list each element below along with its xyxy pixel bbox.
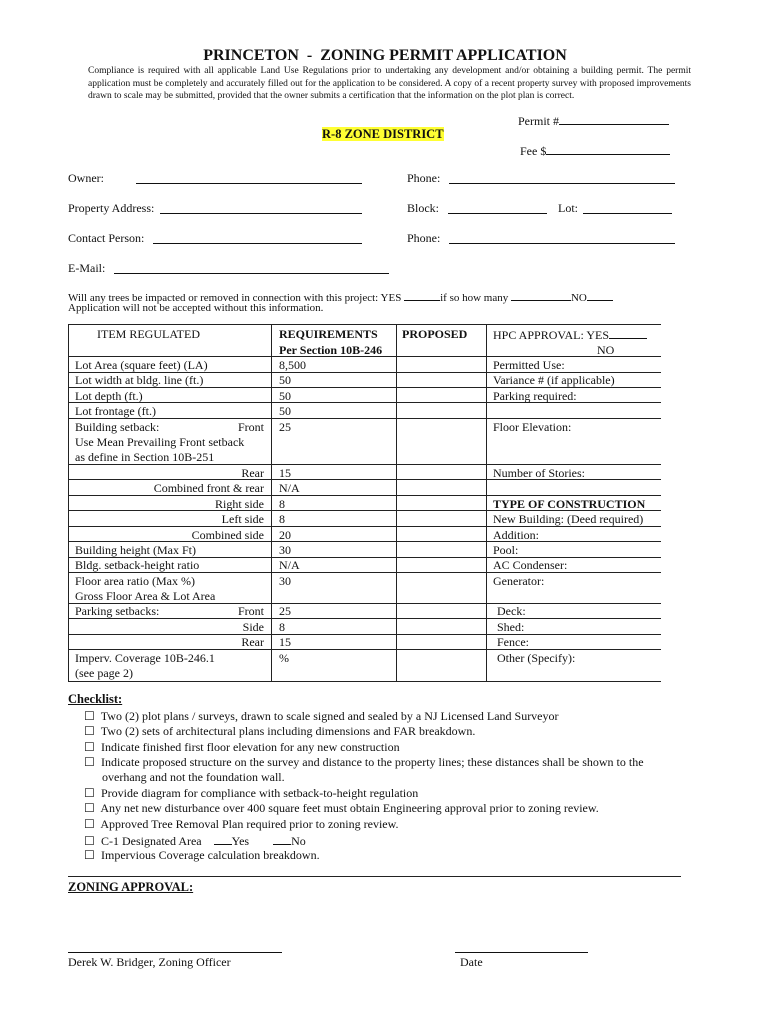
intro-paragraph: Compliance is required with all applicable Land Use Regulations prior to undertaking any development and/or obtaining a building permit. The permit application must be completely and accurately filled out for the application to be considered. A copy of a recent property survey with proposed improvements drawn to scale may be submitted, provided that the owner submits a certification that the information on the plot plan is correct. <box>88 66 691 101</box>
item-row: Floor area ratio (Max %) <box>75 574 195 588</box>
checklist-item-label: Indicate finished first floor elevation for any new construction <box>101 740 400 754</box>
contact-person-field[interactable] <box>153 243 362 244</box>
email-label: E-Mail: <box>68 261 106 275</box>
phone-field[interactable] <box>449 183 675 184</box>
hpc-item: Deck: <box>497 604 526 618</box>
requirement-value: 50 <box>279 404 291 418</box>
trees-count-field[interactable] <box>511 289 571 301</box>
date-label: Date <box>460 955 483 969</box>
requirement-value: N/A <box>279 481 300 495</box>
checklist-item-label: Approved Tree Removal Plan required prior to zoning review. <box>100 817 399 831</box>
checklist-item-label: Two (2) plot plans / surveys, drawn to scale signed and sealed by a NJ Licensed Land Surveyor <box>100 709 559 723</box>
permit-number-field[interactable] <box>518 113 669 129</box>
phone-2-label: Phone: <box>407 231 441 245</box>
contact-person-label: Contact Person: <box>68 231 145 245</box>
checklist-item-continued: overhang and not the foundation wall. <box>102 770 285 784</box>
zone-district <box>322 127 444 142</box>
checkbox-icon[interactable]: ☐ <box>84 786 95 800</box>
c1-no-label: No <box>291 834 306 848</box>
requirement-value: % <box>279 651 289 665</box>
hpc-item: Other (Specify): <box>497 651 576 665</box>
item-row: Building height (Max Ft) <box>75 543 196 557</box>
item-row: Building setback: <box>75 420 160 434</box>
header-item-regulated: ITEM REGULATED <box>97 327 200 341</box>
trees-if-so-label: if so how many <box>440 292 509 304</box>
requirement-value: 8 <box>279 497 285 511</box>
checkbox-icon[interactable]: ☐ <box>84 817 95 831</box>
hpc-item: TYPE OF CONSTRUCTION <box>493 497 646 511</box>
checklist-item[interactable] <box>84 801 599 817</box>
requirement-value: 25 <box>279 420 291 434</box>
item-row: as define in Section 10B-251 <box>75 450 215 464</box>
checklist-item[interactable] <box>84 786 418 802</box>
c1-no-field[interactable] <box>273 833 291 845</box>
hpc-item: New Building: (Deed required) <box>493 512 644 526</box>
block-field[interactable] <box>448 213 547 214</box>
hpc-item: Shed: <box>497 620 525 634</box>
hpc-item: Parking required: <box>493 389 577 403</box>
checkbox-icon[interactable]: ☐ <box>84 834 95 848</box>
hpc-item: Pool: <box>493 543 519 557</box>
item-row: Gross Floor Area & Lot Area <box>75 589 216 603</box>
sub-label: Right side <box>214 497 264 511</box>
checklist-item[interactable] <box>84 709 559 725</box>
officer-signature-line[interactable] <box>68 952 282 953</box>
header-hpc-approval <box>493 327 647 343</box>
checklist-title: Checklist: <box>68 692 123 706</box>
trees-note: Application will not be accepted without this information. <box>68 302 324 314</box>
item-row: Bldg. setback-height ratio <box>75 558 200 572</box>
permit-label: Permit # <box>518 114 559 128</box>
hpc-yes-field[interactable] <box>609 327 647 339</box>
zone-district-label: R-8 ZONE DISTRICT <box>322 127 444 141</box>
requirement-value: 25 <box>279 604 291 618</box>
item-row: Lot frontage (ft.) <box>75 404 156 418</box>
header-section: Per Section 10B-246 <box>279 343 383 357</box>
phone-2-field[interactable] <box>449 243 675 244</box>
owner-label: Owner: <box>68 171 104 185</box>
requirement-value: 8 <box>279 512 285 526</box>
trees-no-label: NO <box>570 292 587 304</box>
c1-yes-label: Yes <box>231 834 250 848</box>
hpc-item: AC Condenser: <box>493 558 568 572</box>
block-label: Block: <box>407 201 439 215</box>
sub-label: Combined side <box>191 528 264 542</box>
email-field[interactable] <box>114 273 389 274</box>
item-row: Lot depth (ft.) <box>75 389 143 403</box>
checkbox-icon[interactable]: ☐ <box>84 848 95 862</box>
hpc-item: Variance # (if applicable) <box>493 373 615 387</box>
checklist-item-label: Impervious Coverage calculation breakdown. <box>101 848 320 862</box>
item-row: Imperv. Coverage 10B-246.1 <box>75 651 215 665</box>
item-row: Use Mean Prevailing Front setback <box>75 435 245 449</box>
date-line[interactable] <box>455 952 588 953</box>
checklist-item-label: Any net new disturbance over 400 square feet must obtain Engineering approval prior to zoning review. <box>100 801 599 815</box>
hpc-item: Generator: <box>493 574 545 588</box>
requirement-value: N/A <box>279 558 300 572</box>
sub-label: Side <box>242 620 264 634</box>
hpc-item: Number of Stories: <box>493 466 585 480</box>
requirement-value: 15 <box>279 466 291 480</box>
trees-no-field[interactable] <box>587 289 613 301</box>
checkbox-icon[interactable]: ☐ <box>84 740 95 754</box>
item-row: Parking setbacks: <box>75 604 160 618</box>
lot-label: Lot: <box>558 201 578 215</box>
checklist-item[interactable] <box>84 724 475 740</box>
checkbox-icon[interactable]: ☐ <box>84 724 95 738</box>
property-address-label: Property Address: <box>68 201 155 215</box>
fee-field[interactable] <box>520 143 670 159</box>
checklist-item-label: C-1 Designated Area <box>101 834 202 848</box>
checklist-item-label: Indicate proposed structure on the survey and distance to the property lines; these distances shall be shown to the <box>101 755 644 769</box>
requirement-value: 30 <box>279 574 291 588</box>
zoning-approval-title: ZONING APPROVAL: <box>68 880 194 894</box>
sub-label: Front <box>237 420 264 434</box>
trees-question-text: Will any trees be impacted or removed in connection with this project: YES <box>68 292 402 304</box>
hpc-item: Permitted Use: <box>493 358 565 372</box>
checklist-item[interactable] <box>84 755 644 771</box>
requirement-value: 8 <box>279 620 285 634</box>
requirement-value: 8,500 <box>279 358 306 372</box>
header-requirements: REQUIREMENTS <box>279 327 378 341</box>
lot-field[interactable] <box>583 213 672 214</box>
page-title: PRINCETON - ZONING PERMIT APPLICATION <box>203 47 567 64</box>
property-address-field[interactable] <box>160 213 362 214</box>
sub-label: Left side <box>221 512 264 526</box>
checkbox-icon[interactable]: ☐ <box>84 801 95 815</box>
phone-label: Phone: <box>407 171 441 185</box>
item-row: Lot Area (square feet) (LA) <box>75 358 208 372</box>
owner-field[interactable] <box>136 183 362 184</box>
requirement-value: 15 <box>279 635 291 649</box>
c1-yes-field[interactable] <box>214 833 232 845</box>
checkbox-icon[interactable]: ☐ <box>84 709 95 723</box>
header-proposed: PROPOSED <box>402 327 468 341</box>
requirement-value: 50 <box>279 389 291 403</box>
item-row: (see page 2) <box>75 666 133 680</box>
separator <box>68 876 681 877</box>
requirement-value: 50 <box>279 373 291 387</box>
checklist-item-label: Provide diagram for compliance with setback-to-height regulation <box>101 786 419 800</box>
sub-label: Rear <box>241 635 264 649</box>
checkbox-icon[interactable]: ☐ <box>84 755 95 769</box>
requirement-value: 30 <box>279 543 291 557</box>
hpc-yes-label: HPC APPROVAL: YES <box>493 328 610 342</box>
requirement-value: 20 <box>279 528 291 542</box>
checklist-item-label: Two (2) sets of architectural plans including dimensions and FAR breakdown. <box>100 724 476 738</box>
hpc-no-label: NO <box>597 343 615 357</box>
sub-label: Rear <box>241 466 264 480</box>
sub-label: Combined front & rear <box>153 481 264 495</box>
officer-name: Derek W. Bridger, Zoning Officer <box>68 955 231 969</box>
sub-label: Front <box>237 604 264 618</box>
item-row: Lot width at bldg. line (ft.) <box>75 373 204 387</box>
checklist-item[interactable] <box>84 740 400 756</box>
checklist-item[interactable] <box>84 817 399 833</box>
hpc-item: Fence: <box>497 635 529 649</box>
hpc-item: Addition: <box>493 528 540 542</box>
trees-yes-field[interactable] <box>404 289 440 301</box>
hpc-item: Floor Elevation: <box>493 420 572 434</box>
fee-label: Fee $ <box>520 144 547 158</box>
checklist-item[interactable] <box>84 848 320 864</box>
